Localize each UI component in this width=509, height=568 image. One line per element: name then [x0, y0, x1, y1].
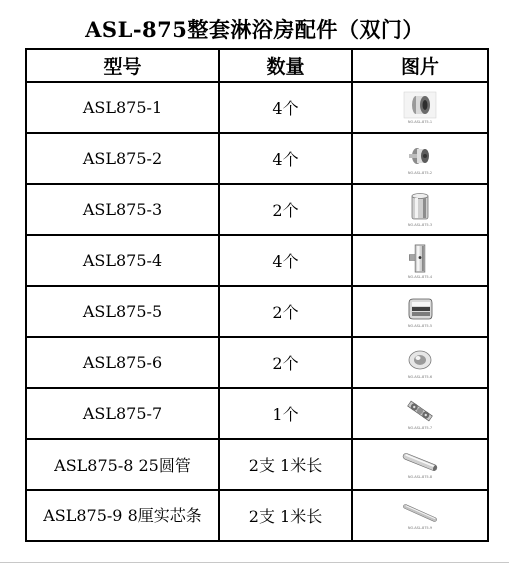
table-row: [26, 133, 488, 184]
header-image: 图片: [352, 49, 488, 82]
image-caption: NO.ASL-875-6: [407, 375, 433, 379]
table-row: [26, 490, 488, 541]
model-cell: ASL875-7: [26, 388, 219, 439]
table-row: [26, 184, 488, 235]
round-glass-knob-icon: [398, 90, 442, 126]
round-wall-connector-icon: [398, 141, 442, 177]
image-caption: NO.ASL-875-4: [407, 274, 433, 279]
image-cell: [352, 388, 488, 439]
solid-bar-icon: [398, 498, 442, 534]
qty-cell: 2个: [219, 337, 352, 388]
model-cell: ASL875-5: [26, 286, 219, 337]
parts-table: [25, 48, 489, 542]
glass-clamp-icon: [398, 294, 442, 330]
table-row: [26, 388, 488, 439]
roller-assembly-icon: [398, 396, 442, 432]
image-cell: [352, 82, 488, 133]
header-row: [26, 49, 488, 82]
page-title: ASL-875整套淋浴房配件（双门）: [85, 17, 424, 42]
table-row: [26, 235, 488, 286]
qty-cell: 2个: [219, 184, 352, 235]
image-cell: [352, 184, 488, 235]
door-stopper-icon: [398, 345, 442, 381]
cylinder-pipe-holder-icon: [398, 192, 442, 228]
image-caption: NO.ASL-875-5: [407, 324, 433, 328]
header-model: 型号: [26, 49, 219, 82]
qty-cell: 4个: [219, 235, 352, 286]
header-qty: 数量: [219, 49, 352, 82]
model-cell: ASL875-6: [26, 337, 219, 388]
qty-cell: 4个: [219, 133, 352, 184]
image-caption: NO.ASL-875-3: [407, 223, 433, 227]
image-cell: [352, 337, 488, 388]
bottom-divider: [0, 562, 509, 563]
table-row: [26, 337, 488, 388]
image-caption: NO.ASL-875-7: [407, 426, 433, 430]
model-cell: ASL875-9 8厘实芯条: [26, 490, 219, 541]
qty-cell: 4个: [219, 82, 352, 133]
table-row: [26, 82, 488, 133]
qty-cell: 2支 1米长: [219, 439, 352, 490]
image-cell: [352, 133, 488, 184]
image-cell: [352, 490, 488, 541]
table-row: [26, 286, 488, 337]
model-cell: ASL875-2: [26, 133, 219, 184]
image-caption: NO.ASL-875-9: [407, 526, 433, 530]
image-cell: [352, 439, 488, 490]
image-caption: NO.ASL-875-2: [407, 171, 433, 175]
qty-cell: 2支 1米长: [219, 490, 352, 541]
qty-cell: 2个: [219, 286, 352, 337]
model-cell: ASL875-4: [26, 235, 219, 286]
image-cell: [352, 235, 488, 286]
round-tube-icon: [398, 447, 442, 483]
image-cell: [352, 286, 488, 337]
model-cell: ASL875-3: [26, 184, 219, 235]
model-cell: ASL875-1: [26, 82, 219, 133]
image-caption: NO.ASL-875-8: [407, 475, 433, 479]
table-row: [26, 439, 488, 490]
image-caption: NO.ASL-875-1: [407, 120, 433, 124]
tee-pipe-connector-icon: [398, 243, 442, 279]
model-cell: ASL875-8 25圆管: [26, 439, 219, 490]
qty-cell: 1个: [219, 388, 352, 439]
